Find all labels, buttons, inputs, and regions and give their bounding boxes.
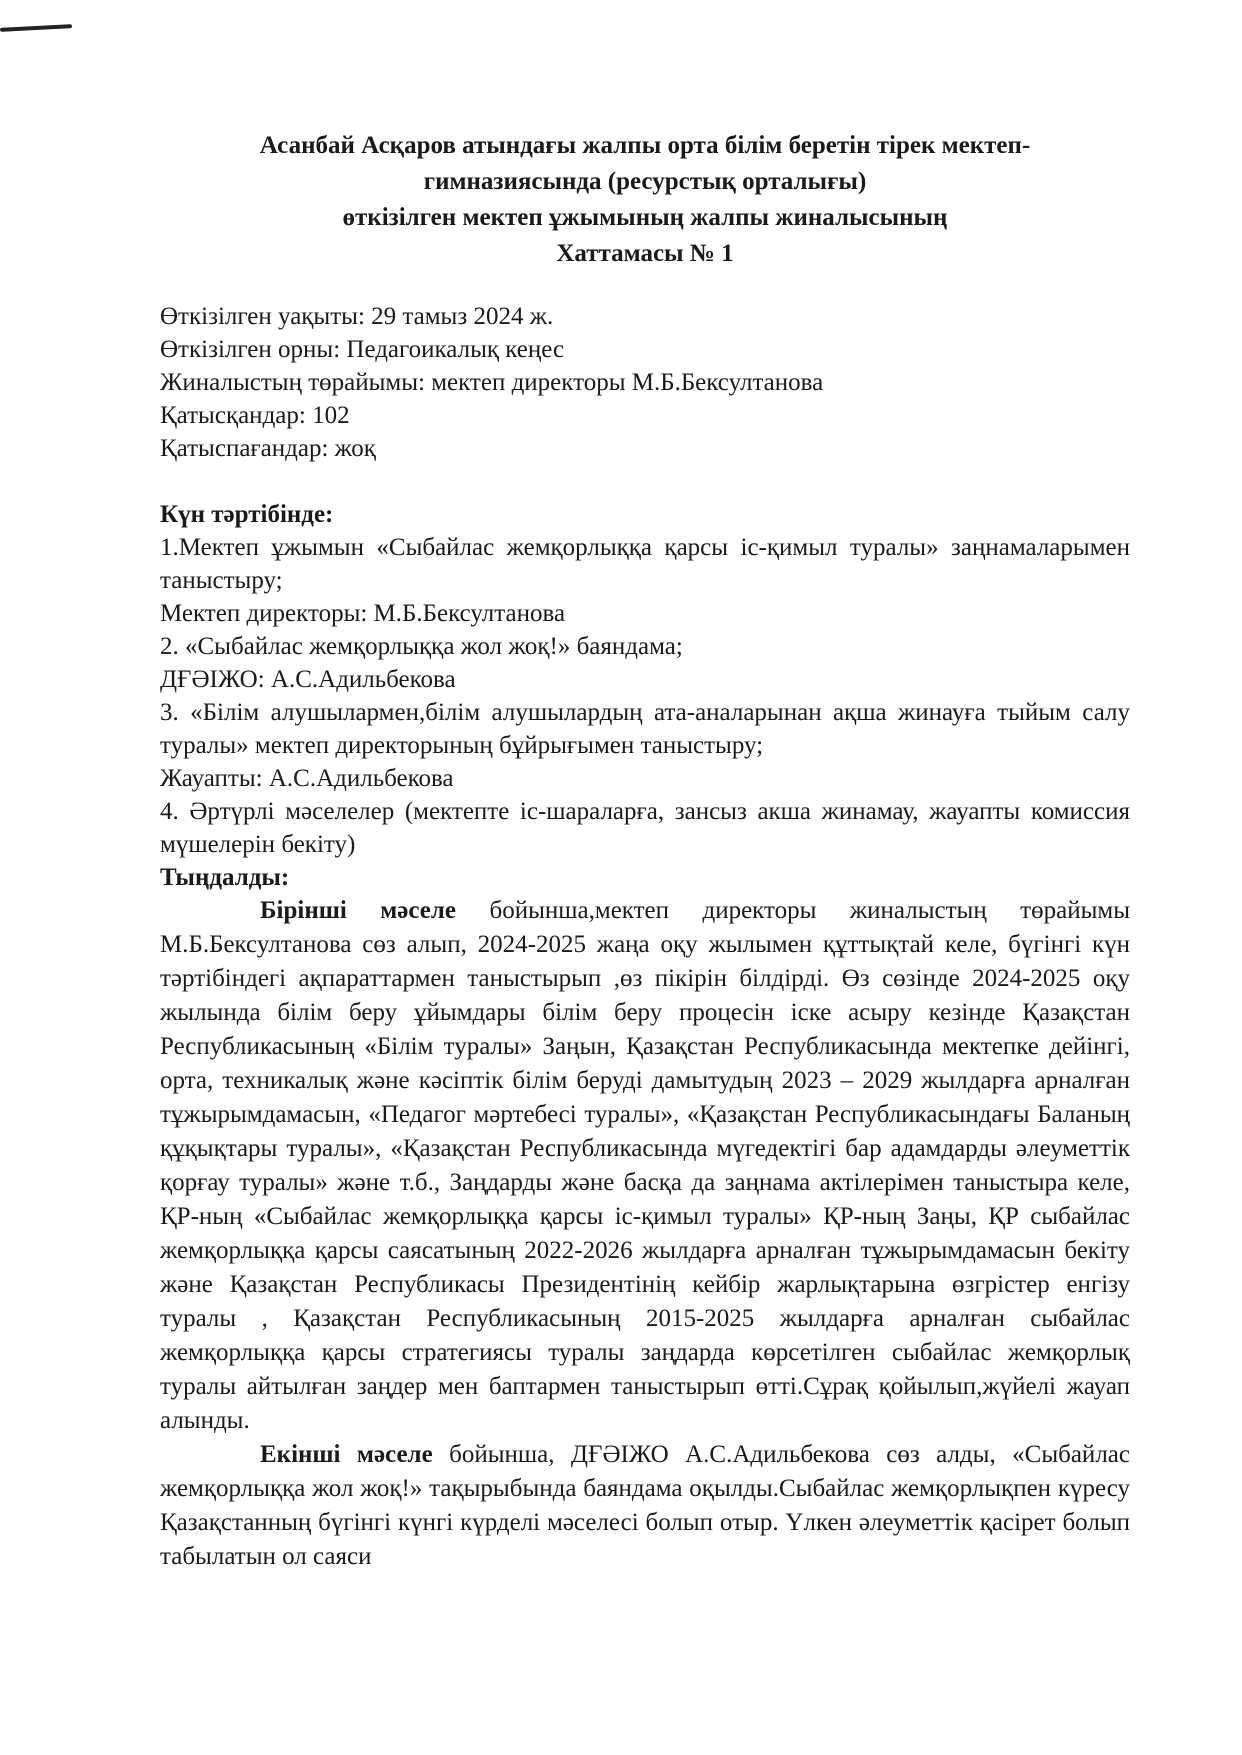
title-line-1: Асанбай Асқаров атындағы жалпы орта білім беретін тірек мектеп- [259, 132, 1031, 159]
agenda-item-2-responsible: ДҒӘІЖО: А.С.Адильбекова [160, 666, 456, 693]
protocol-page [160, 128, 1130, 1574]
title-line-3: өткізілген мектеп ұжымының жалпы жиналысының [342, 204, 948, 231]
heard-section [160, 894, 1130, 1574]
attendees-count: Қатысқандар: 102 [160, 402, 350, 429]
agenda-heading: Күн тәртібінде: [160, 501, 334, 528]
heard-heading: Тыңдалды: [160, 864, 290, 891]
absentees: Қатыспағандар: жоқ [160, 435, 376, 462]
second-issue-lead: Екінші мәселе [260, 1441, 433, 1468]
agenda-item-4: 4. Әртүрлі мәселелер (мектепте іс-шараларға, зансыз акша жинамау, жауапты комиссия мүшелерін бекіту) [160, 798, 1130, 858]
first-issue-text: бойынша,мектеп директоры жиналыстың төрайымы М.Б.Бексултанова сөз алып, 2024-2025 жаңа оқу жылымен құттықтай келе, бүгінгі күн тәртібіндегі ақпараттармен таныстырып ,өз пікірін білдірді. Өз сөзінде 2024-2025 оқу жылында білім беру ұйымдары білім беру процесін іске асыру кезінде Қазақстан Республикасының «Білім туралы» Заңын, Қазақстан Республикасында мектепке дейінгі, орта, техникалық және кәсіптік білім беруді дамытудың 2023 – 2029 жылдарға арналған тұжырымдамасын, «Педагог мәртебесі туралы», «Қазақстан Республикасындағы Баланың құқықтары туралы», «Қазақстан Республикасында мүгедектігі бар адамдарды әлеуметтік қорғау туралы» және т.б., Заңдарды және басқа да заңнама актілерімен таныстыра келе, ҚР-ның «Сыбайлас жемқорлыққа қарсы іс-қимыл туралы» ҚР-ның Заңы, ҚР сыбайлас жемқорлыққа қарсы саясатының 2022-2026 жылдарға арналған тұжырымдамасын бекіту және Қазақстан Республикасы Президентінің кейбір жарлықтарына өзгрістер енгізу туралы , Қазақстан Республикасының 2015-2025 жылдарға арналған сыбайлас жемқорлыққа қарсы стратегиясы туралы заңдарда көрсетілген сыбайлас жемқорлық туралы айтылған заңдер мен баптармен таныстырып өтті.Сұрақ қойылып,жүйелі жауап алынды. [160, 897, 1130, 1434]
second-issue-paragraph [160, 1438, 1130, 1574]
agenda-item-1-responsible: Мектеп директоры: М.Б.Бексултанова [160, 600, 566, 627]
agenda-item-2: 2. «Сыбайлас жемқорлыққа жол жоқ!» баяндама; [160, 633, 683, 660]
agenda-item-3-responsible: Жауапты: А.С.Адильбекова [160, 765, 454, 792]
second-issue-text: бойынша, ДҒӘІЖО А.С.Адильбекова сөз алды, «Сыбайлас жемқорлыққа жол жоқ!» тақырыбында баяндама оқылды.Сыбайлас жемқорлықпен күресу Қазақстанның бүгінгі күнгі күрделі мәселесі болып отыр. Үлкен әлеуметтік қасірет болып табылатын ол саяси [160, 1441, 1130, 1570]
scan-artifact-mark [0, 24, 72, 32]
first-issue-paragraph [160, 894, 1130, 1438]
meeting-time: Өткізілген уақыты: 29 тамыз 2024 ж. [160, 303, 554, 330]
first-issue-lead: Бірінші мәселе [260, 897, 457, 924]
meeting-chair: Жиналыстың төрайымы: мектеп директоры М.Б.Бексултанова [160, 369, 824, 396]
meeting-place: Өткізілген орны: Педагоикалық кеңес [160, 336, 565, 363]
meeting-details [160, 300, 1130, 465]
agenda-item-3: 3. «Білім алушылармен,білім алушылардың ата-аналарынан ақша жинауға тыйым салу туралы» мектеп директорының бұйрығымен таныстыру; [160, 699, 1130, 759]
agenda-section [160, 498, 1130, 894]
title-line-4: Хаттамасы № 1 [556, 240, 734, 267]
title-line-2: гимназиясында (ресурстық орталығы) [423, 168, 867, 195]
agenda-item-1: 1.Мектеп ұжымын «Сыбайлас жемқорлыққа қарсы іс-қимыл туралы» заңнамаларымен таныстыру; [160, 534, 1130, 594]
document-title [160, 128, 1130, 272]
